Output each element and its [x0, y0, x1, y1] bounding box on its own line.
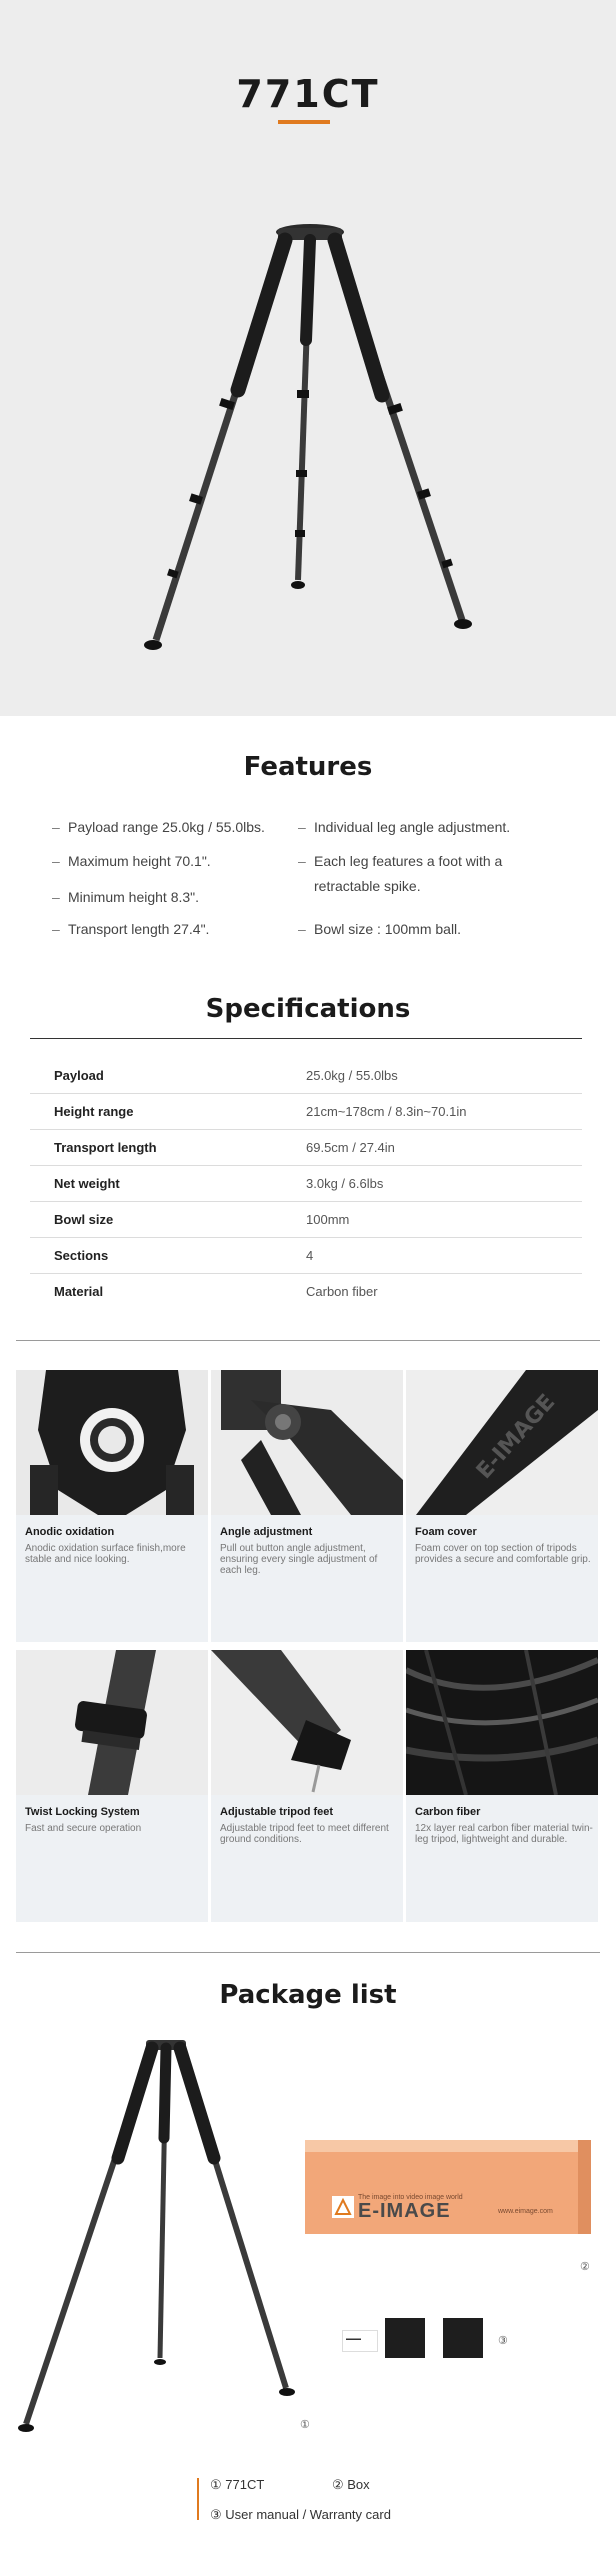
brand-logo-icon: [332, 2196, 354, 2218]
spec-key: Payload: [54, 1068, 104, 1083]
twist-locking-image: [16, 1650, 208, 1795]
card-description: 12x layer real carbon fiber material twin-leg tripod, lightweight and durable.: [415, 1823, 593, 1845]
marker-2: ②: [580, 2261, 590, 2273]
feature-item: – Minimum height 8.3".: [52, 889, 200, 905]
package-list-title: Package list: [219, 1980, 397, 2010]
tripod-image: [120, 190, 500, 660]
spec-row: [30, 1166, 582, 1202]
spec-row: [30, 1058, 582, 1094]
feature-card: [406, 1650, 598, 1922]
spec-value: 4: [306, 1248, 314, 1263]
feature-card: [406, 1370, 598, 1642]
accent-bar: [197, 2478, 199, 2520]
adjustable-feet-image: [211, 1650, 403, 1795]
spec-value: 3.0kg / 6.6lbs: [306, 1176, 384, 1191]
card-title: Anodic oxidation: [25, 1526, 115, 1538]
product-title: 771CT: [236, 72, 380, 116]
user-manual-image: [443, 2318, 483, 2358]
card-title: Carbon fiber: [415, 1806, 481, 1818]
spec-value: 21cm~178cm / 8.3in~70.1in: [306, 1104, 467, 1119]
spec-key: Transport length: [54, 1140, 157, 1155]
section-divider: [16, 1952, 600, 1953]
marker-1: ①: [300, 2419, 310, 2431]
card-description: Anodic oxidation surface finish,more stable and nice looking.: [25, 1543, 186, 1565]
box-tagline: The image into video image world: [358, 2194, 463, 2201]
box-side: [578, 2140, 591, 2234]
spec-value: 69.5cm / 27.4in: [306, 1140, 395, 1155]
marker-3: ③: [498, 2335, 508, 2347]
spec-row: [30, 1202, 582, 1238]
anodic-oxidation-image: [16, 1370, 208, 1515]
card-title: Foam cover: [415, 1526, 477, 1538]
feature-item: – Bowl size : 100mm ball.: [298, 921, 462, 937]
spec-row: [30, 1274, 582, 1310]
feature-item: – Maximum height 70.1".: [52, 853, 211, 869]
foam-cover-image: [406, 1370, 598, 1515]
angle-adjustment-image: [211, 1370, 403, 1515]
spec-row: [30, 1130, 582, 1166]
feature-card: [16, 1650, 208, 1922]
card-description: Adjustable tripod feet to meet different ground conditions.: [220, 1823, 389, 1845]
package-item: ① 771CT: [210, 2477, 265, 2492]
spec-value: Carbon fiber: [306, 1284, 378, 1299]
carbon-fiber-image: [406, 1650, 598, 1795]
title-underline: [278, 120, 330, 124]
box-url: www.eimage.com: [498, 2208, 553, 2215]
package-tripod-image: [14, 2038, 304, 2438]
feature-item: – Transport length 27.4".: [52, 921, 210, 937]
spec-value: 100mm: [306, 1212, 350, 1227]
feature-item: – Individual leg angle adjustment.: [298, 819, 511, 835]
feature-card: [211, 1370, 403, 1642]
package-item: ② Box: [332, 2477, 370, 2492]
box-brand: E-IMAGE: [358, 2200, 451, 2222]
specifications-title: Specifications: [205, 994, 411, 1024]
spec-row: [30, 1094, 582, 1130]
feature-item: – Payload range 25.0kg / 55.0lbs.: [52, 819, 265, 835]
spec-key: Bowl size: [54, 1212, 114, 1227]
spec-value: 25.0kg / 55.0lbs: [306, 1068, 398, 1083]
spec-key: Material: [54, 1284, 104, 1299]
feature-item: – Each leg features a foot with a: [298, 853, 503, 869]
card-description: Fast and secure operation: [25, 1823, 142, 1834]
spec-key: Net weight: [54, 1176, 120, 1191]
package-item: ③ User manual / Warranty card: [210, 2507, 391, 2522]
user-manual-image: [385, 2318, 425, 2358]
spec-key: Height range: [54, 1104, 134, 1119]
feature-card: [211, 1650, 403, 1922]
feature-card: [16, 1370, 208, 1642]
spec-row: [30, 1238, 582, 1274]
card-title: Adjustable tripod feet: [220, 1806, 334, 1818]
card-description: Foam cover on top section of tripods provides a secure and comfortable grip.: [415, 1543, 591, 1565]
spec-key: Sections: [54, 1248, 109, 1263]
card-title: Angle adjustment: [220, 1526, 313, 1538]
card-description: Pull out button angle adjustment, ensuring every single adjustment of each leg.: [220, 1543, 378, 1576]
hero-section: [0, 0, 616, 716]
card-title: Twist Locking System: [25, 1806, 140, 1818]
svg-text:E-IMAGE: E-IMAGE: [471, 1389, 561, 1485]
section-divider: [16, 1340, 600, 1341]
features-title: Features: [243, 752, 373, 782]
specifications-rule: [30, 1038, 582, 1039]
feature-item-continued: retractable spike.: [314, 878, 421, 894]
warranty-card-image: ▬▬▬: [342, 2330, 378, 2352]
